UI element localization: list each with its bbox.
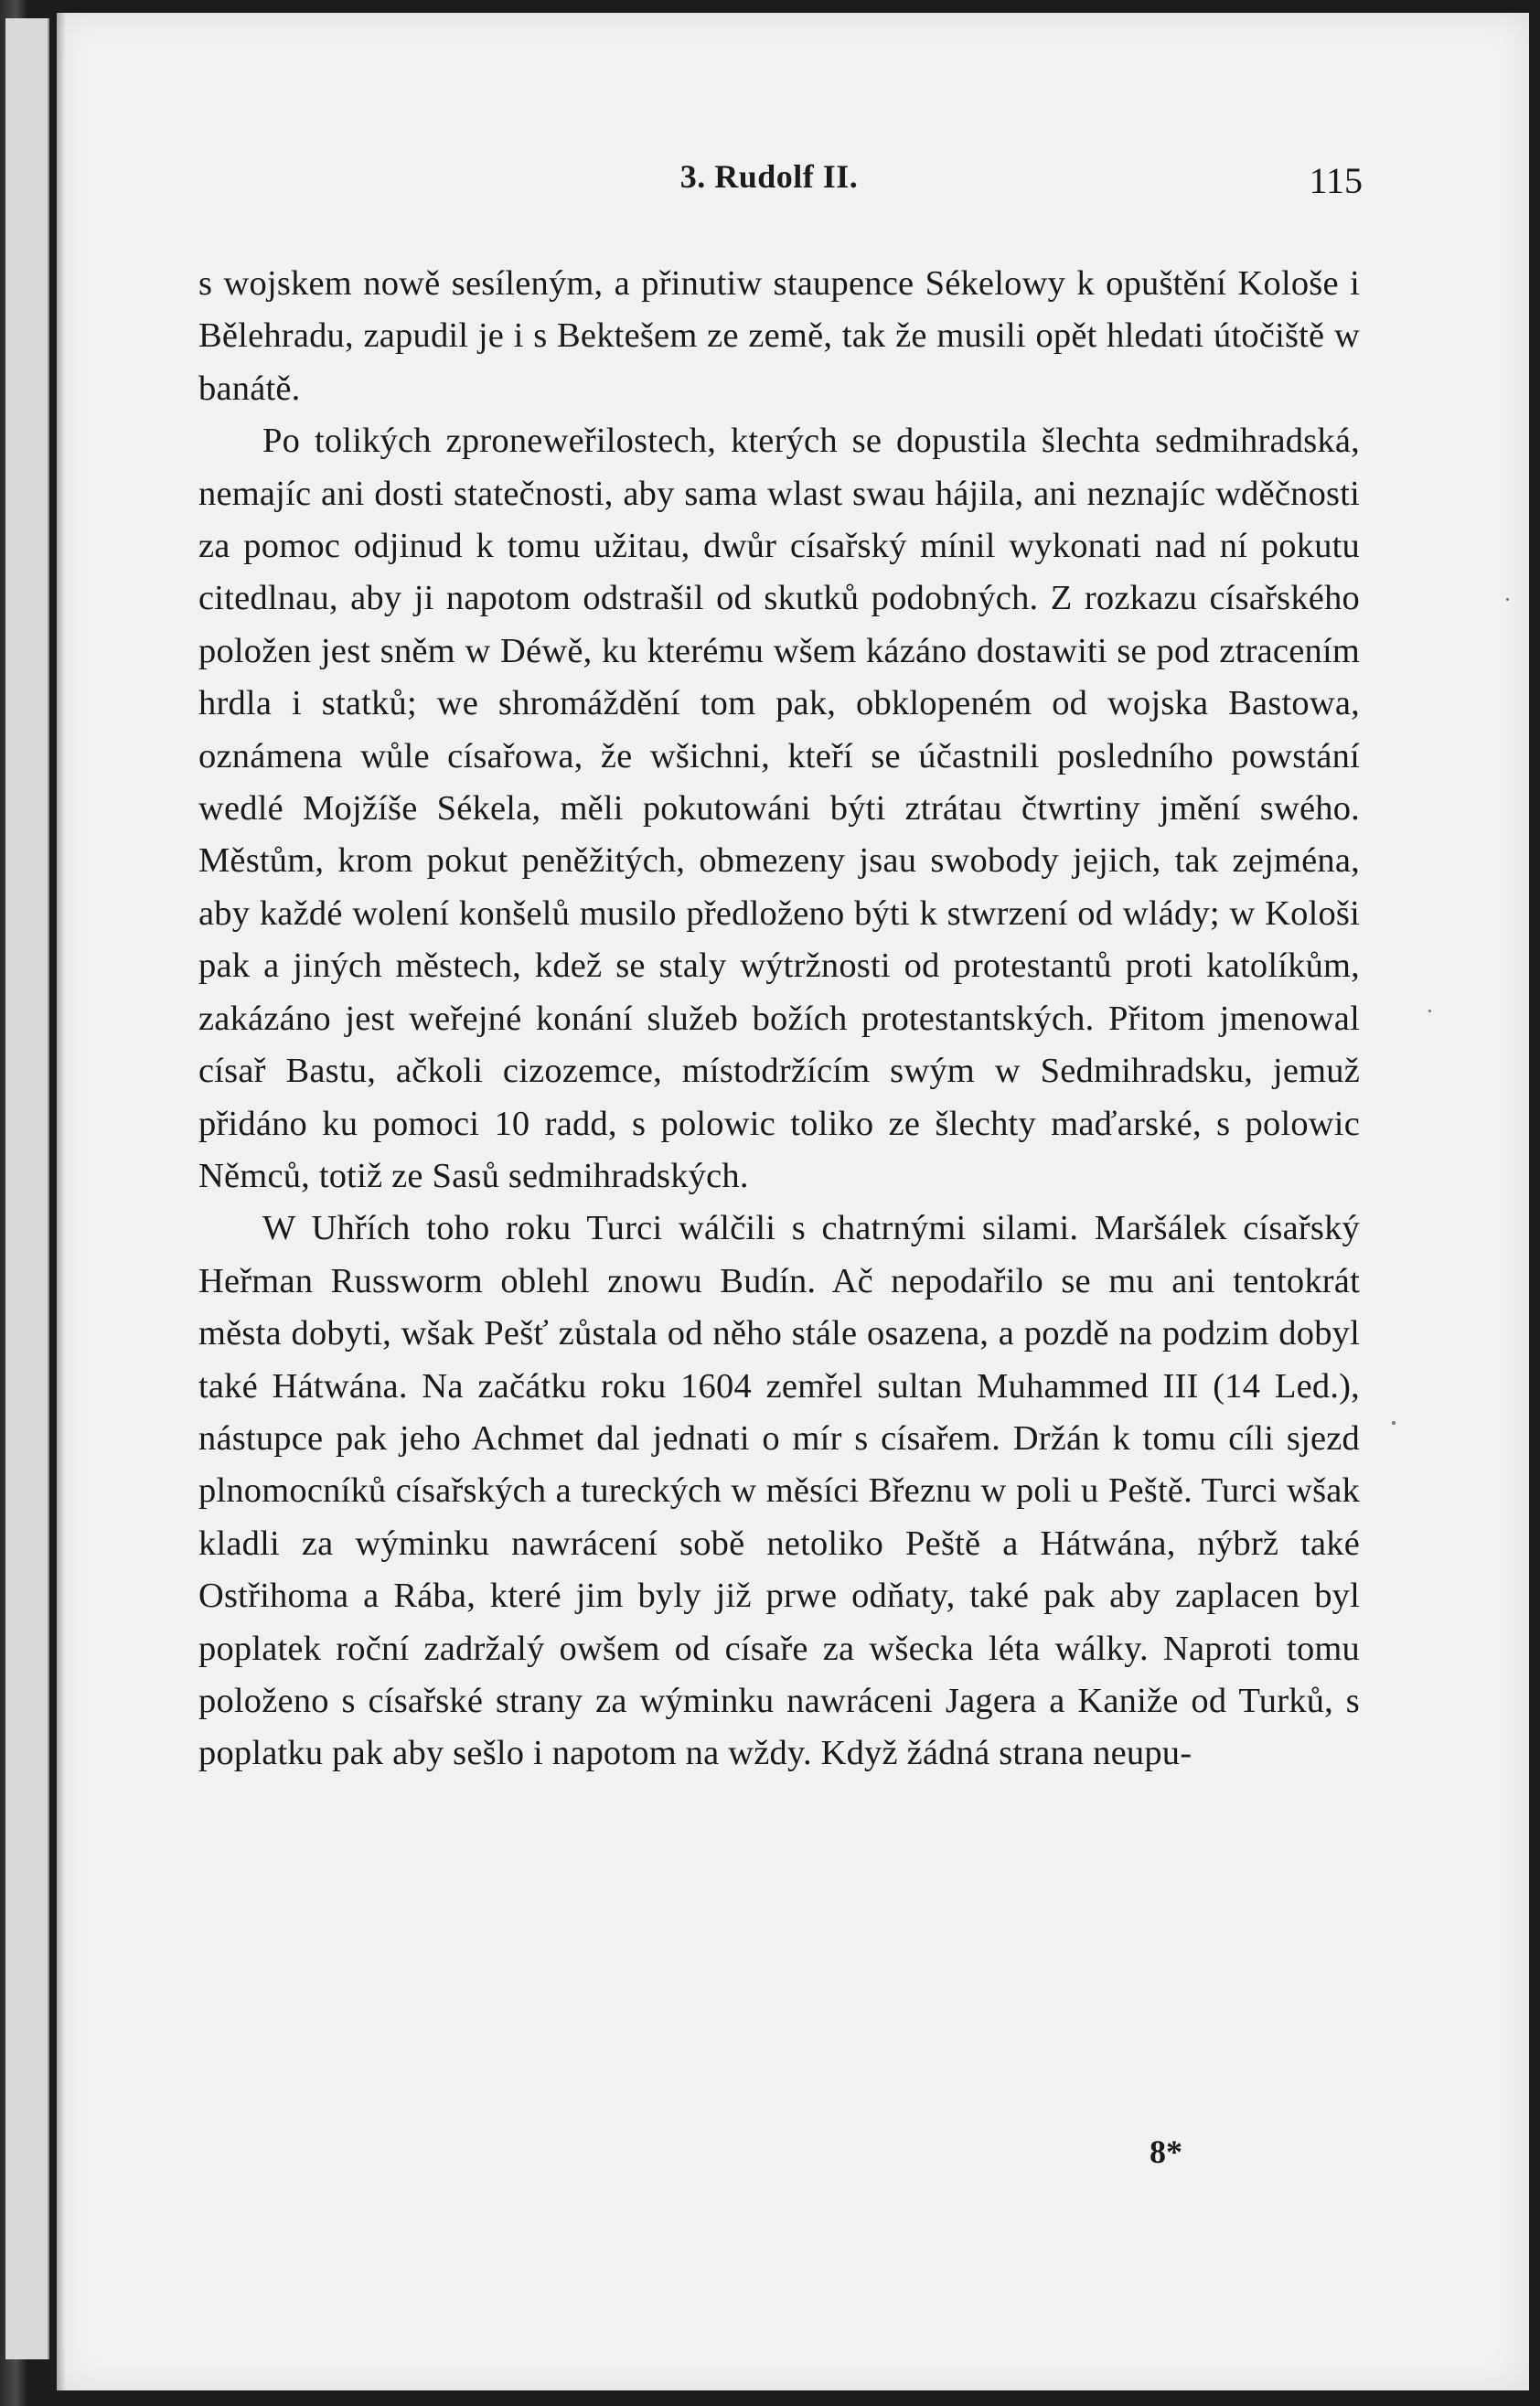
book-page xyxy=(57,13,1529,2390)
body-text xyxy=(198,258,1360,1780)
page-gutter-shadow xyxy=(57,13,66,2390)
paper-speck xyxy=(1428,1010,1431,1012)
facing-page-edge xyxy=(5,18,49,2359)
running-title: 3. Rudolf II. xyxy=(679,158,859,195)
paper-speck xyxy=(1392,1421,1396,1425)
paragraph-2: Po tolikých zproneweřilostech, kterých se dopustila šlechta sedmihradská, nemajíc ani dosti statečnosti, aby sama wlast swau hájila, ani neznajíc wděčnosti za pomoc odjinud k tomu užitau, dwůr císařský mínil wykonati nad ní pokutu citedlnau, aby ji napotom odstrašil od skutků podobných. Z rozkazu císařského položen jest sněm w Déwě, ku kterému wšem kázáno dostawiti se pod ztracením hrdla i statků; we shromáždění tom pak, obklopeném od wojska Bastowa, oznámena wůle císařowa, že wšichni, kteří se účastnili posledního powstání wedlé Mojžíše Sékela, měli pokutowáni býti ztrátau čtwrtiny jmění swého. Městům, krom pokut peněžitých, obmezeny jsau swobody jejich, tak zejména, aby každé wolení konšelů musilo předloženo býti k stwrzení od wlády; w Kološi pak a jiných městech, kdež se staly wýtržnosti od protestantů proti katolíkům, zakázáno jest weřejné konání služeb božích protestantských. Přitom jmenowal císař Bastu, ačkoli cizozemce, místodržícím swým w Sedmihradsku, jemuž přidáno ku pomoci 10 radd, s polowic toliko ze šlechty maďarské, s polowic Němců, totiž ze Sasů sedmihradských. xyxy=(198,422,1360,1195)
signature-mark: 8* xyxy=(1150,2133,1182,2170)
page-number: 115 xyxy=(1309,160,1363,201)
paragraph-3: W Uhřích toho roku Turci wálčili s chatrnými silami. Maršálek císařský Heřman Russworm oblehl znowu Budín. Ač nepodařilo se mu ani tentokrát města dobyti, wšak Pešť zůstala od něho stále osazena, a pozdě na podzim dobyl také Hátwána. Na začátku roku 1604 zemřel sultan Muhammed III (14 Led.), nástupce pak jeho Achmet dal jednati o mír s císařem. Držán k tomu cíli sjezd plnomocníků císařských a tureckých w měsíci Březnu w poli u Peště. Turci wšak kladli za wýminku nawrácení sobě netoliko Peště a Hátwána, nýbrž také Ostřihoma a Rába, které jim byly již prwe odňaty, také pak aby zaplacen byl poplatek roční zadržalý owšem od císaře za wšecka léta wálky. Naproti tomu položeno s císařské strany za wýminku nawráceni Jagera a Kaniže od Turků, s poplatku pak aby sešlo i napotom na wždy. Když žádná strana neupu- xyxy=(198,1209,1360,1773)
page-header xyxy=(57,157,1363,212)
paragraph-1: s wojskem nowě sesíleným, a přinutiw staupence Sékelowy k opuštění Kološe i Bělehradu, zapudil je i s Bektešem ze země, tak že musili opět hledati útočiště w banátě. xyxy=(198,264,1360,408)
paper-speck xyxy=(1506,598,1509,601)
